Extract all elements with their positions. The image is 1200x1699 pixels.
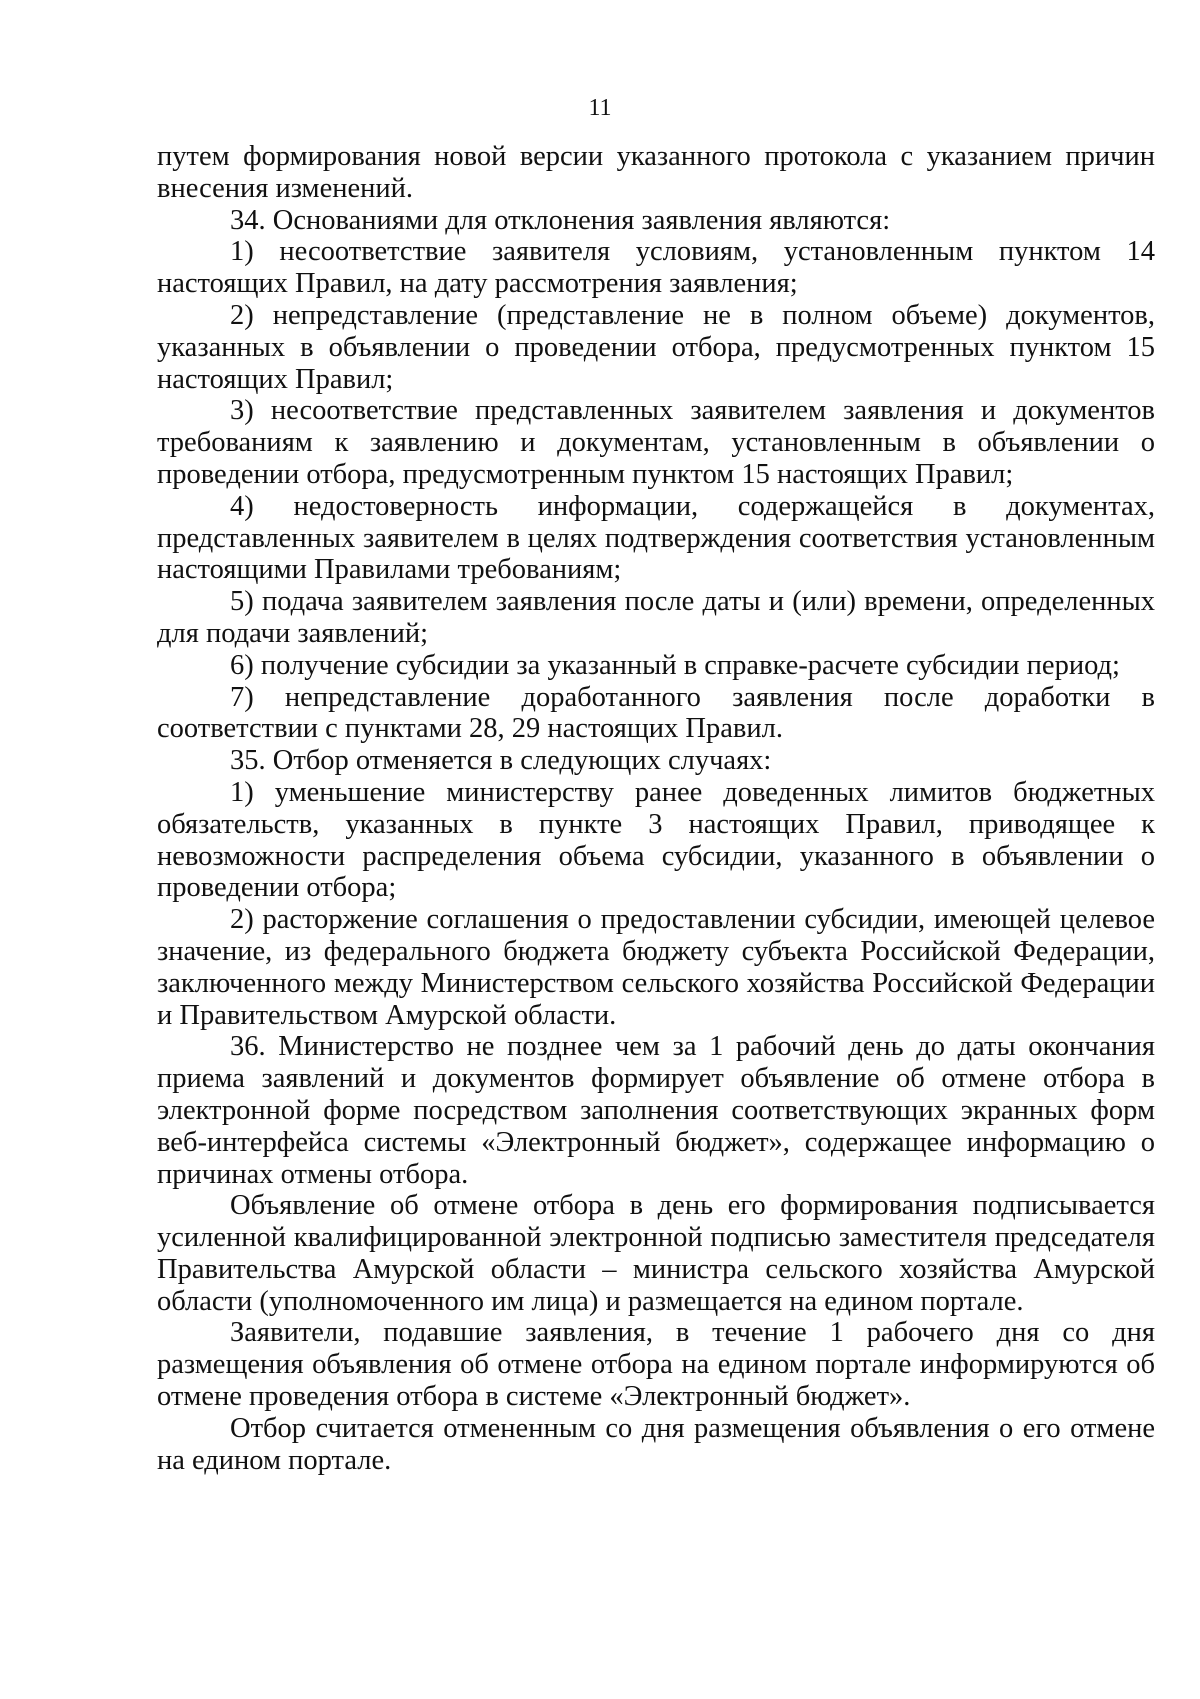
- page-number: 11: [588, 95, 612, 121]
- paragraph-clause-34-item-3: 3) несоответствие представленных заявителем заявления и документов требованиям к заявлению и документам, установленным в объявлении о проведении отбора, предусмотренным пунктом 15 настоящих Правил;: [157, 395, 1155, 490]
- paragraph-clause-34-item-6: 6) получение субсидии за указанный в справке-расчете субсидии период;: [230, 649, 1120, 681]
- paragraph-clause-34-item-5: 5) подача заявителем заявления после даты и (или) времени, определенных для подачи заявлений;: [157, 586, 1155, 649]
- document-body: [157, 141, 1155, 1476]
- paragraph-clause-35-item-2: 2) расторжение соглашения о предоставлении субсидии, имеющей целевое значение, из федерального бюджета бюджету субъекта Российской Федерации, заключенного между Министерством сельского хозяйства Российской Федерации и Правительством Амурской области.: [157, 904, 1155, 1031]
- paragraph-clause-36: 36. Министерство не позднее чем за 1 рабочий день до даты окончания приема заявлений и документов формирует объявление об отмене отбора в электронной форме посредством заполнения соответствующих экранных форм веб-интерфейса системы «Электронный бюджет», содержащее информацию о причинах отмены отбора.: [157, 1031, 1155, 1190]
- paragraph-clause-34-item-2: 2) непредставление (представление не в полном объеме) документов, указанных в объявлении о проведении отбора, предусмотренных пунктом 15 настоящих Правил;: [157, 299, 1155, 395]
- paragraph-clause-34-item-1: 1) несоответствие заявителя условиям, установленным пунктом 14 настоящих Правил, на дату рассмотрения заявления;: [157, 236, 1155, 300]
- paragraph-cancellation-date: Отбор считается отмененным со дня размещения объявления о его отмене на едином портале.: [157, 1412, 1155, 1476]
- paragraph-clause-34-item-7: 7) непредставление доработанного заявления после доработки в соответствии с пунктами 28, 29 настоящих Правил.: [157, 681, 1155, 745]
- paragraph-signing: Объявление об отмене отбора в день его формирования подписывается усиленной квалифицированной электронной подписью заместителя председателя Правительства Амурской области – министра сельского хозяйства Амурской области (уполномоченного им лица) и размещается на едином портале.: [157, 1190, 1155, 1317]
- paragraph-clause-34: 34. Основаниями для отклонения заявления являются:: [230, 204, 891, 236]
- paragraph-clause-34-item-4: 4) недостоверность информации, содержащейся в документах, представленных заявителем в целях подтверждения соответствия установленным настоящими Правилами требованиям;: [157, 490, 1155, 586]
- paragraph-continuation: путем формирования новой версии указанного протокола с указанием причин внесения изменений.: [157, 141, 1155, 204]
- paragraph-notification: Заявители, подавшие заявления, в течение 1 рабочего дня со дня размещения объявления об отмене отбора на едином портале информируются об отмене проведения отбора в системе «Электронный бюджет».: [157, 1317, 1155, 1413]
- paragraph-clause-35-item-1: 1) уменьшение министерству ранее доведенных лимитов бюджетных обязательств, указанных в пункте 3 настоящих Правил, приводящее к невозможности распределения объема субсидии, указанного в объявлении о проведении отбора;: [157, 776, 1155, 904]
- paragraph-clause-35: 35. Отбор отменяется в следующих случаях:: [230, 745, 772, 777]
